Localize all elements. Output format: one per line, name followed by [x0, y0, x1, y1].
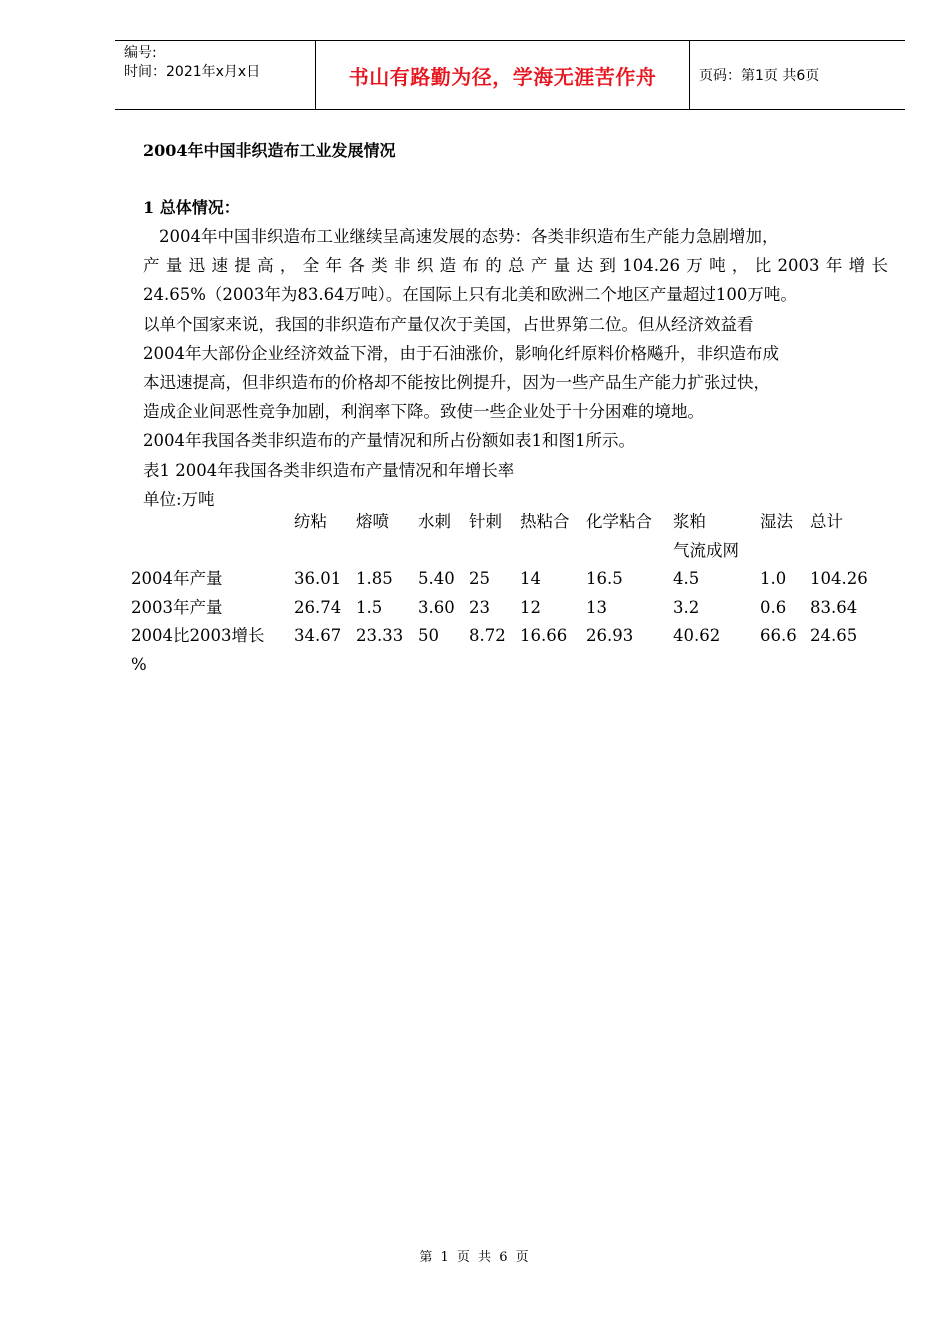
column-header-line: 气流成网 [673, 540, 739, 560]
table-cell: 23 [469, 597, 490, 617]
production-table [131, 508, 880, 679]
body-line: 2004年我国各类非织造布的产量情况和所占份额如表1和图1所示。 [143, 431, 635, 451]
header-page-number: 页码：第1页 共6页 [699, 68, 820, 84]
body-line: 2004年中国非织造布工业继续呈高速发展的态势：各类非织造布生产能力急剧增加， [159, 227, 779, 246]
table-cell: 34.67 [294, 626, 342, 645]
column-header: 湿法 [760, 512, 793, 531]
body-text [143, 222, 888, 514]
page-footer: 第 1 页 共 6 页 [419, 1250, 531, 1265]
body-line: 2004年大部份企业经济效益下滑，由于石油涨价，影响化纤原料价格飚升，非织造布成 [143, 343, 779, 363]
table-cell: 40.62 [673, 626, 721, 645]
row-label: 2003年产量 [131, 597, 223, 617]
document-number-label: 编号: [124, 45, 157, 61]
body-line: 以单个国家来说，我国的非织造布产量仅次于美国，占世界第二位。但从经济效益看 [143, 314, 754, 334]
table-cell: 14 [520, 569, 541, 588]
page-header [115, 40, 905, 110]
table-cell: 16.5 [586, 569, 623, 588]
table-row [131, 565, 880, 594]
column-header: 热粘合 [520, 512, 570, 531]
table-cell: 4.5 [673, 569, 700, 588]
body-line: 本迅速提高，但非织造布的价格却不能按比例提升，因为一些产品生产能力扩张过快， [143, 373, 770, 393]
document-title: 2004年中国非织造布工业发展情况 [143, 141, 396, 160]
row-label: 2004年产量 [131, 569, 223, 588]
table-cell: 26.74 [294, 597, 342, 617]
column-header: 水刺 [418, 512, 451, 531]
table-cell: 1.5 [356, 597, 383, 617]
table-cell: 5.40 [418, 569, 455, 588]
row-label: 2004比2003增长 [131, 626, 265, 645]
column-header: 熔喷 [356, 512, 389, 531]
column-header: 化学粘合 [586, 512, 652, 531]
header-motto: 书山有路勤为径，学海无涯苦作舟 [316, 41, 690, 109]
table-cell: 1.85 [356, 569, 393, 588]
table-cell: 50 [418, 626, 439, 645]
table-row [131, 622, 880, 651]
table-cell: 12 [520, 597, 541, 617]
table-cell: 23.33 [356, 626, 404, 645]
table-row-continuation [131, 651, 880, 680]
table-cell: 83.64 [810, 597, 858, 617]
row-label-continuation: % [131, 654, 147, 674]
table-cell: 0.6 [760, 597, 787, 617]
table-cell: 1.0 [760, 569, 787, 588]
table-cell: 16.66 [520, 626, 568, 645]
table-cell: 26.93 [586, 626, 634, 645]
table-cell: 3.2 [673, 597, 700, 617]
body-line: 产量迅速提高，全年各类非织造布的总产量达到104.26万吨，比2003年增长 [143, 256, 888, 276]
table-cell: 8.72 [469, 626, 506, 645]
section-heading: 1 总体情况： [143, 198, 240, 217]
table-corner-cell [131, 508, 294, 565]
table-cell: 36.01 [294, 569, 342, 588]
table-cell: 24.65 [810, 626, 858, 645]
table-cell: 3.60 [418, 597, 455, 617]
column-header: 纺粘 [294, 512, 327, 531]
document-date-label: 时间：2021年x月x日 [124, 64, 261, 80]
table-cell: 104.26 [810, 569, 868, 588]
unit-label: 单位:万吨 [143, 489, 215, 509]
table-row [131, 594, 880, 623]
column-header: 针刺 [469, 512, 502, 531]
column-header: 总计 [810, 512, 843, 531]
table-cell: 13 [586, 597, 607, 617]
table-header-row [131, 508, 880, 565]
table-cell: 25 [469, 569, 490, 588]
body-line: 24.65%（2003年为83.64万吨）。在国际上只有北美和欧洲二个地区产量超过100万吨。 [143, 285, 797, 305]
table-cell: 66.6 [760, 626, 797, 645]
body-line: 造成企业间恶性竞争加剧，利润率下降。致使一些企业处于十分困难的境地。 [143, 402, 704, 422]
column-header [673, 508, 760, 565]
header-meta-cell [115, 41, 316, 109]
table-caption: 表1 2004年我国各类非织造布产量情况和年增长率 [143, 460, 515, 480]
column-header-line: 浆粕 [673, 512, 706, 531]
